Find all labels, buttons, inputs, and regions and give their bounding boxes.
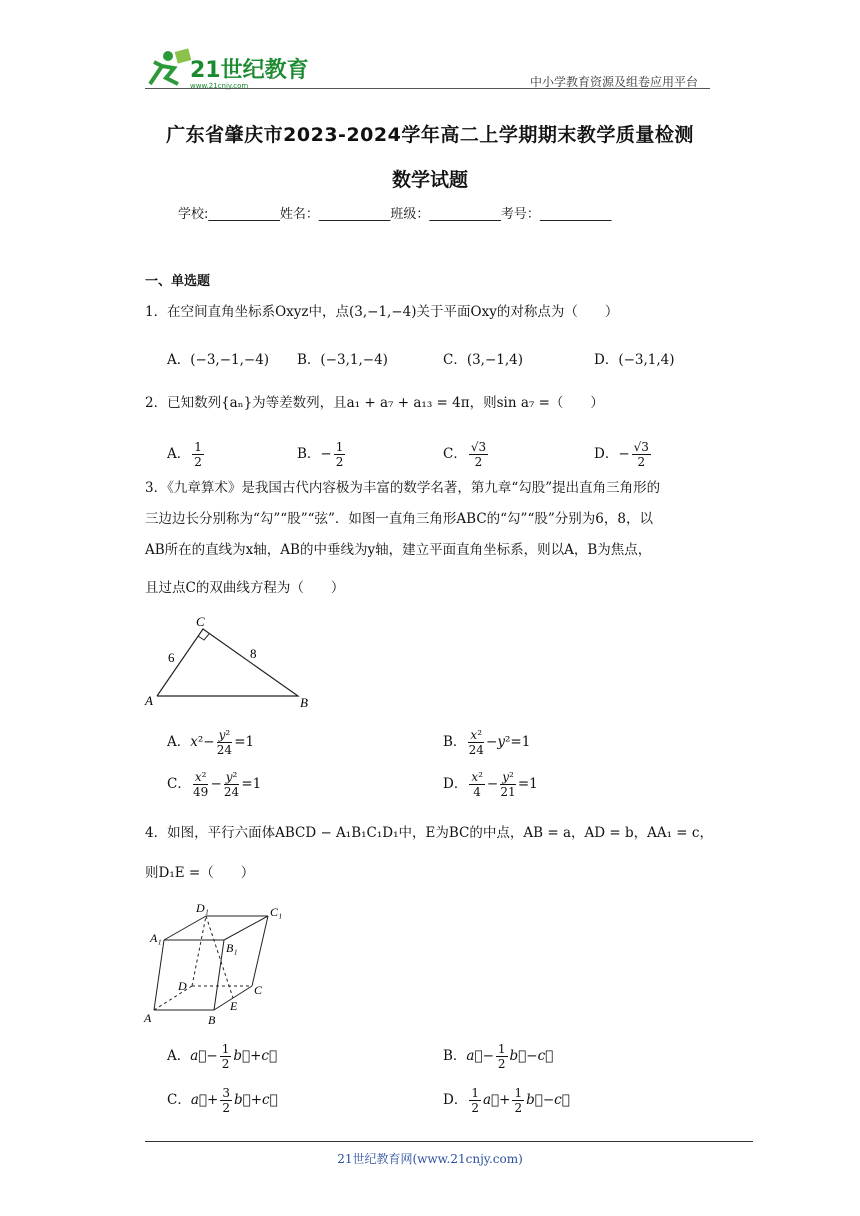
fig4-label-d1: D₁: [196, 901, 209, 915]
q3-option-a: A．x²− $\frac{\text{y²}}{24}$ =1: [167, 728, 255, 757]
footer-link[interactable]: 21世纪教育网(www.21cnjy.com): [337, 1152, 523, 1166]
q4-line2: 则D₁E =（ ）: [145, 865, 255, 881]
q3-line1: 3．《九章算术》是我国古代内容极为丰富的数学名著，第九章“勾股”提出直角三角形的: [145, 480, 661, 496]
header-divider: [145, 88, 710, 89]
q1-stem: 1．在空间直角坐标系Oxyz中，点(3,−1,−4)关于平面Oxy的对称点为（ ）: [145, 304, 619, 320]
platform-label: 中小学教育资源及组卷应用平台: [530, 75, 699, 89]
q4-option-d: D． $\frac{1}{2}$ a⃗+ $\frac{1}{2}$ b⃗−c⃗: [443, 1086, 570, 1115]
fig4-label-d: D: [178, 979, 187, 993]
section-heading: 一、单选题: [145, 274, 211, 289]
document-subtitle: 数学试题: [391, 169, 468, 191]
fig4-label-a: A: [144, 1011, 152, 1025]
q4-option-a: A．a⃗− $\frac{1}{2}$ b⃗+c⃗: [167, 1042, 278, 1071]
fig3-label-b: B: [300, 695, 308, 710]
fig3-label-eight: 8: [250, 646, 257, 661]
q1-option-c: C．(3,−1,4): [443, 352, 524, 368]
logo-url: www.21cnjy.com: [190, 82, 249, 90]
fig4-label-a1: A₁: [150, 931, 162, 945]
footer-divider: [145, 1141, 753, 1142]
q1-option-a: A．(−3,−1,−4): [167, 352, 270, 368]
q4-line1: 4．如图，平行六面体ABCD − A₁B₁C₁D₁中，E为BC的中点，AB = a，AD = b，AA₁ = c，: [145, 825, 713, 841]
fig3-label-a: A: [145, 693, 153, 708]
q3-option-b: B． $\frac{\text{x²}}{24}$ −y²=1: [443, 728, 531, 757]
fig3-label-six: 6: [168, 650, 175, 665]
q3-line4: 且过点C的双曲线方程为（ ）: [145, 580, 345, 596]
q2-option-b: B．− $\frac{1}{2}$: [297, 440, 344, 469]
q3-option-d: D． $\frac{\text{x²}}{4}$ − $\frac{\text{y²}}{21}$ =1: [443, 770, 538, 799]
q4-parallelepiped-figure: [140, 900, 300, 1030]
q4-option-c: C．a⃗+ $\frac{3}{2}$ b⃗+c⃗: [167, 1086, 278, 1115]
fig4-label-c1: C₁: [270, 905, 283, 919]
q3-line3: AB所在的直线为x轴，AB的中垂线为y轴，建立平面直角坐标系，则以A，B为焦点，: [145, 542, 652, 558]
q2-stem: 2．已知数列{aₙ}为等差数列，且a₁ + a₇ + a₁₃ = 4π，则sin a₇ =（ ）: [145, 395, 604, 411]
q4-option-b: B．a⃗− $\frac{1}{2}$ b⃗−c⃗: [443, 1042, 554, 1071]
q2-option-d: D．− $\frac{√3}{2}$: [594, 440, 649, 469]
q1-option-b: B．(−3,1,−4): [297, 352, 388, 368]
fig4-label-b1: B₁: [226, 941, 238, 955]
q3-option-c: C． $\frac{\text{x²}}{49}$ − $\frac{\text{y²}}{24}$ =1: [167, 770, 262, 799]
logo: [140, 44, 310, 90]
q1-option-d: D．(−3,1,4): [594, 352, 675, 368]
fig4-label-c: C: [254, 983, 263, 997]
q2-option-c: C． $\frac{√3}{2}$: [443, 440, 487, 469]
fig3-label-c: C: [196, 614, 205, 629]
logo-text: 21世纪教育: [190, 58, 309, 83]
q2-option-a: A． $\frac{1}{2}$: [167, 440, 202, 469]
fig4-label-e: E: [230, 999, 238, 1013]
document-title: 广东省肇庆市2023-2024学年高二上学期期末教学质量检测: [166, 124, 694, 146]
q3-line2: 三边边长分别称为“勾”“股”“弦”．如图一直角三角形ABC的“勾”“股”分别为6，8，以: [145, 511, 653, 527]
q3-triangle-figure: [140, 612, 320, 712]
student-info-line: 学校:___________姓名：___________班级：___________考号：___________: [178, 207, 612, 222]
fig4-label-b: B: [208, 1013, 216, 1027]
